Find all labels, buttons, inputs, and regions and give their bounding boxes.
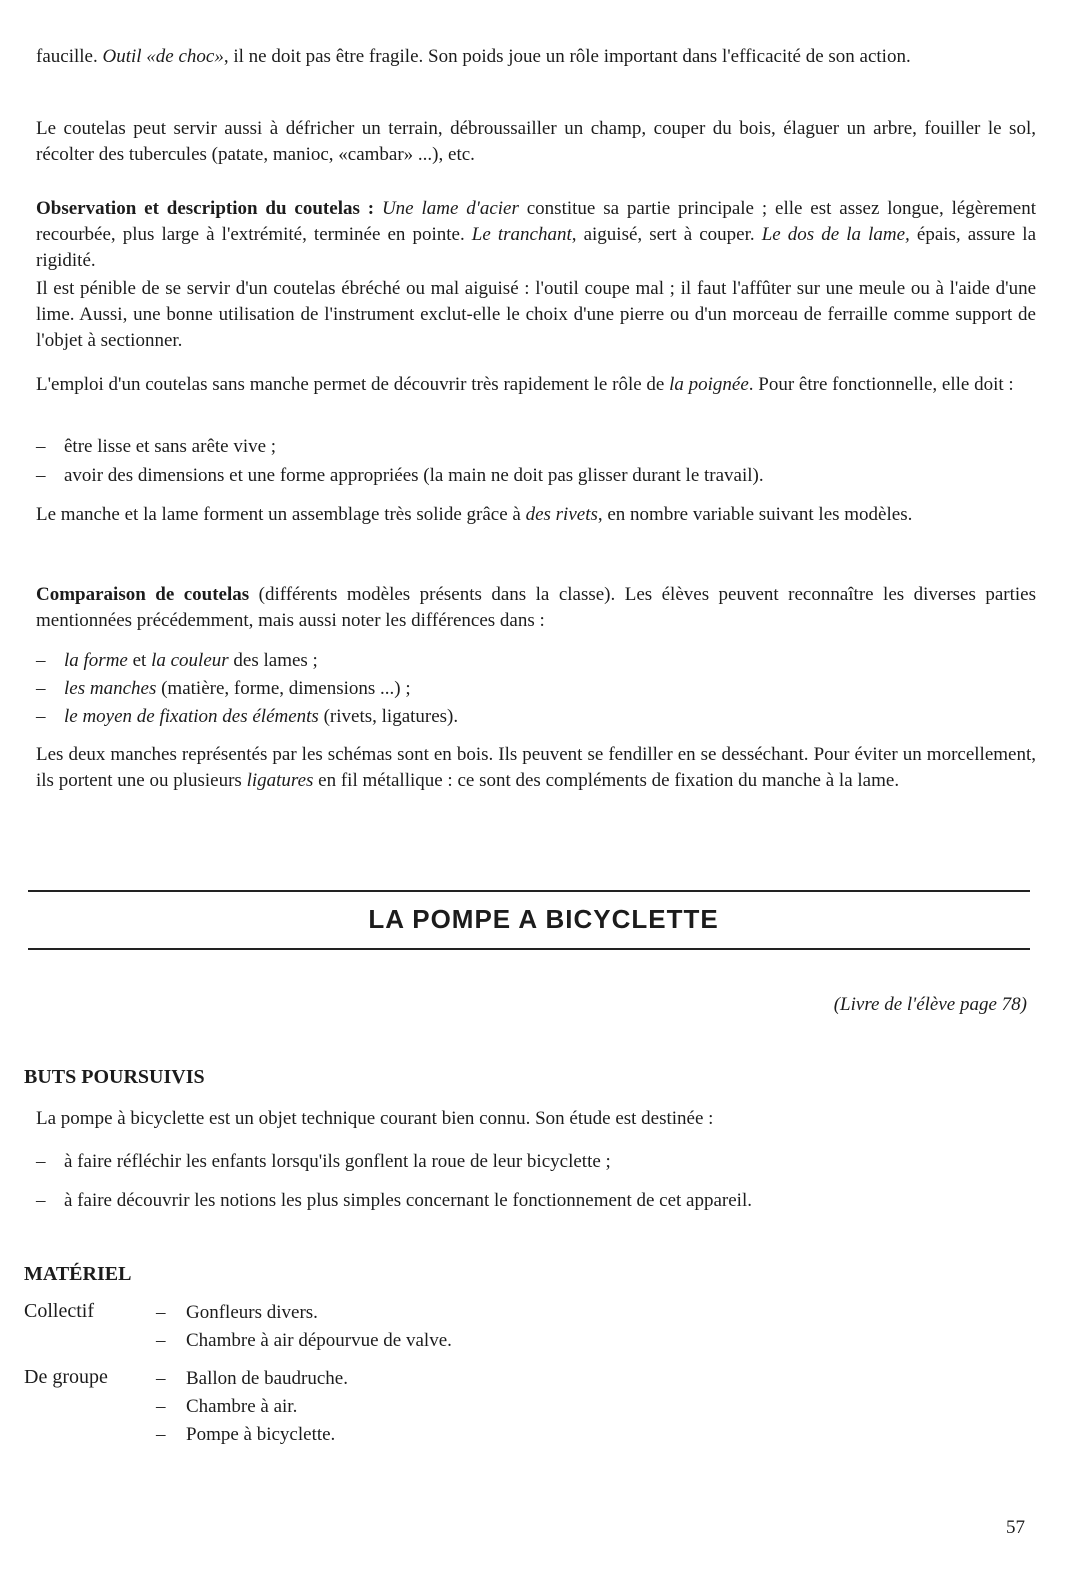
dash-marker: – — [36, 650, 46, 671]
list-item-text: avoir des dimensions et une forme appropriées (la main ne doit pas glisser durant le travail). — [64, 465, 764, 486]
paragraph-text: Le coutelas peut servir aussi à défricher un terrain, débroussailler un champ, couper du bois, élaguer un arbre, fouiller le sol, récolter des tubercules (patate, manioc, «cambar» ...), etc. — [36, 118, 1036, 165]
text-run: (différents modèles présents dans la classe). Les élèves peuvent reconnaître les diverses parties mentionnées précédemment, mais aussi noter les différences dans : — [36, 584, 1036, 631]
heading-materiel: MATÉRIEL — [24, 1263, 132, 1285]
list-item — [36, 675, 1036, 702]
list-item — [156, 1368, 348, 1390]
materiel-groupe-label: De groupe — [24, 1366, 108, 1388]
list-item — [36, 433, 1036, 460]
list-item — [156, 1396, 297, 1418]
text-run: , il ne doit pas être fragile. Son poids joue un rôle important dans l'efficacité de son action. — [223, 46, 911, 67]
dash-marker: – — [36, 706, 46, 727]
dash-marker: – — [156, 1368, 166, 1389]
heading-buts: BUTS POURSUIVIS — [24, 1066, 205, 1088]
text-run: épais, assure la rigidité. — [36, 224, 1037, 271]
materiel-collectif-label: Collectif — [24, 1300, 94, 1322]
paragraph-affutage — [36, 276, 1036, 354]
list-item — [36, 1148, 1036, 1175]
text-run: . Pour être fonctionnelle, elle doit : — [748, 374, 1014, 395]
italic-run: le moyen de fixation des éléments — [64, 706, 319, 727]
paragraph-faucille — [36, 44, 1036, 70]
list-item-text: Pompe à bicyclette. — [186, 1424, 336, 1445]
italic-run: la couleur — [151, 650, 229, 671]
dash-marker: – — [36, 465, 46, 486]
italic-run: les manches — [64, 678, 157, 699]
text-run: (rivets, ligatures). — [318, 706, 459, 727]
text-run: , aiguisé, sert à couper. — [571, 224, 762, 245]
list-item-text: être lisse et sans arête vive ; — [64, 436, 277, 457]
italic-run: Le tranchant — [471, 224, 572, 245]
list-item-text: Chambre à air dépourvue de valve. — [186, 1330, 452, 1351]
bold-lead: Comparaison de coutelas — [36, 584, 250, 605]
list-item — [36, 647, 1036, 674]
paragraph-poignee — [36, 372, 1036, 398]
paragraph-text: Il est pénible de se servir d'un coutelas ébréché ou mal aiguisé : l'outil coupe mal ; il faut l'affûter sur une meule ou à l'aide d'une lime. Aussi, une bonne utilisation de l'instrument exclut-elle le choix d'une pierre ou d'un morceau de ferraille comme support de l'objet à sectionner. — [36, 278, 1036, 351]
italic-run: ligatures — [246, 770, 314, 791]
book-reference: (Livre de l'élève page 78) — [833, 994, 1027, 1015]
paragraph-comparaison — [36, 582, 1036, 634]
section-title: LA POMPE A BICYCLETTE — [368, 904, 719, 934]
list-item-text: Gonfleurs divers. — [186, 1302, 318, 1323]
paragraph-ligatures — [36, 742, 1036, 794]
list-item-text: à faire réfléchir les enfants lorsqu'ils gonflent la roue de leur bicyclette ; — [64, 1151, 611, 1172]
dash-marker: – — [36, 678, 46, 699]
page-number: 57 — [1006, 1517, 1025, 1538]
italic-run: Le dos de la lame, — [761, 224, 910, 245]
paragraph-rivets — [36, 502, 1036, 528]
section-rule-bottom — [28, 948, 1030, 950]
list-item — [36, 462, 1036, 489]
dash-marker: – — [156, 1396, 166, 1417]
paragraph-observation — [36, 196, 1036, 274]
dash-marker: – — [156, 1424, 166, 1445]
text-run: constitue sa partie principale ; elle est assez longue, légèrement recourbée, plus large à l'extrémité, terminée en pointe. — [36, 198, 1036, 245]
paragraph-buts-intro — [36, 1106, 1036, 1132]
text-run: en fil métallique : ce sont des compléments de fixation du manche à la lame. — [313, 770, 900, 791]
dash-marker: – — [36, 436, 46, 457]
dash-marker: – — [156, 1302, 166, 1323]
list-item-text: à faire découvrir les notions les plus simples concernant le fonctionnement de cet appareil. — [64, 1190, 752, 1211]
text-run: L'emploi d'un coutelas sans manche permet de découvrir très rapidement le rôle de — [36, 374, 670, 395]
list-item — [156, 1302, 318, 1324]
italic-run: des rivets — [525, 504, 598, 525]
paragraph-usages — [36, 116, 1036, 168]
italic-run: Une lame d'acier — [381, 198, 519, 219]
text-run: des lames ; — [228, 650, 318, 671]
text-run: et — [127, 650, 152, 671]
list-item — [36, 1187, 1036, 1214]
text-run: Les deux manches représentés par les schémas sont en bois. Ils peuvent se fendiller en se desséchant. Pour éviter un morcellement, ils portent une ou plusieurs — [36, 744, 1036, 791]
text-run: faucille. — [36, 46, 103, 67]
text-run: Le manche et la lame forment un assemblage très solide grâce à — [36, 504, 526, 525]
paragraph-text: La pompe à bicyclette est un objet technique courant bien connu. Son étude est destinée : — [36, 1108, 714, 1129]
dash-marker: – — [36, 1151, 46, 1172]
dash-marker: – — [156, 1330, 166, 1351]
italic-run: Outil «de choc» — [102, 46, 224, 67]
list-item — [156, 1424, 335, 1446]
text-run: , en nombre variable suivant les modèles. — [597, 504, 913, 525]
list-item — [36, 703, 1036, 730]
list-item — [156, 1330, 452, 1352]
list-item-text: Chambre à air. — [186, 1396, 298, 1417]
italic-run: la poignée — [669, 374, 749, 395]
text-run: (matière, forme, dimensions ...) ; — [156, 678, 411, 699]
list-item-text: Ballon de baudruche. — [186, 1368, 348, 1389]
italic-run: la forme — [64, 650, 128, 671]
section-rule-top — [28, 890, 1030, 892]
bold-lead: Observation et description du coutelas : — [36, 198, 382, 219]
dash-marker: – — [36, 1190, 46, 1211]
